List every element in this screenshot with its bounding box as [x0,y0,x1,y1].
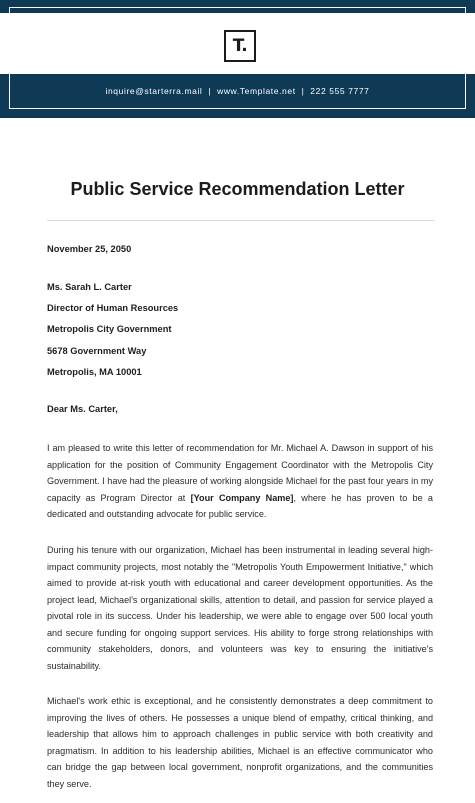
logo-text: T. [232,36,248,56]
recipient-organization: Metropolis City Government [47,324,172,334]
recipient-street: 5678 Government Way [47,346,147,356]
paragraph-intro-part1: I am pleased to write this letter of recommendation for Mr. Michael A. Dawson in support of his application for the position of Community Engagement Coordinator with the Metropolis City Government. I have had the pleasure of working alongside Michael for the past four years in my capacity as Program Director at [47,443,433,503]
paragraph-intro [47,440,433,523]
paragraph-work-ethic: Michael's work ethic is exceptional, and he consistently demonstrates a deep commitment to improving the lives of others. He possesses a unique blend of empathy, critical thinking, and leadership that allows him to approach challenges in public service with both creativity and pragmatism. In addition to his leadership abilities, Michael is an effective communicator who can bridge the gap between local government, nonprofit organizations, and the communities they serve. [47,696,433,789]
title-divider [47,220,434,221]
document-title: Public Service Recommendation Letter [70,179,405,199]
company-placeholder: [Your Company Name] [190,492,294,503]
salutation: Dear Ms. Carter, [47,404,118,414]
company-logo [224,30,256,62]
recipient-name: Ms. Sarah L. Carter [47,282,132,292]
recipient-role: Director of Human Resources [47,303,179,313]
paragraph-intro-part2: , where he has proven to be a dedicated and outstanding advocate for public service. [47,492,433,519]
recipient-city: Metropolis, MA 10001 [47,367,142,377]
letterhead-header [0,0,475,118]
contact-info: inquire@starterra.mail | www.Template.net | 222 555 7777 [105,86,370,96]
paragraph-tenure: During his tenure with our organization, Michael has been instrumental in leading several high-impact community projects, most notably the "Metropolis Youth Empowerment Initiative," which aimed to provide at-risk youth with educational and career development opportunities. As the project lead, Michael's organizational skills, attention to detail, and passion for service played a pivotal role in its success. Under his leadership, we were able to engage over 500 local youth and secure funding for ongoing support services. His ability to forge strong relationships with community stakeholders, donors, and volunteers was key to ensuring the initiative's sustainability. [47,545,433,671]
letter-date: November 25, 2050 [47,244,132,254]
